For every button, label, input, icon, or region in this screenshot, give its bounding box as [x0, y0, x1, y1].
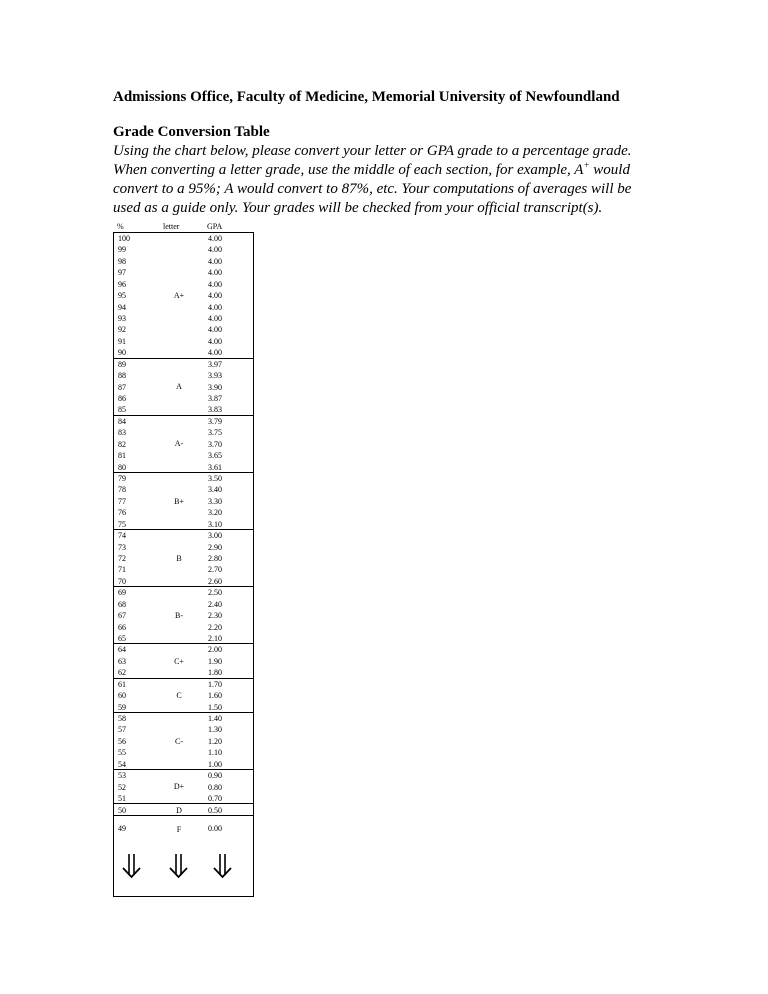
gpa-value: 3.10	[208, 519, 222, 529]
percent-value: 89	[118, 359, 126, 369]
gpa-value: 2.00	[208, 645, 222, 655]
percent-value: 86	[118, 394, 126, 403]
continuation-arrows	[114, 853, 253, 883]
percent-value: 87	[118, 382, 126, 392]
percent-value: 85	[118, 405, 126, 415]
letter-grade: D+	[173, 782, 185, 792]
double-down-arrow-icon	[168, 853, 190, 879]
gpa-value: 2.10	[208, 634, 222, 644]
grade-conversion-table	[113, 232, 254, 897]
instructions-text-part2: would convert to a 95%; A would convert to 87%, etc. Your computations of averages will be used as a guide only. Your grades will be checked from your official transcript(s).	[113, 162, 632, 216]
gpa-value: 1.30	[208, 725, 222, 735]
gpa-value: 3.97	[208, 359, 222, 369]
percent-value: 80	[118, 462, 126, 472]
grade-group-B-minus	[114, 587, 253, 644]
grade-group-B	[114, 530, 253, 587]
gpa-value: 3.83	[208, 405, 222, 415]
page-title: Admissions Office, Faculty of Medicine, Memorial University of Newfoundland	[113, 89, 620, 105]
gpa-value: 2.40	[208, 599, 222, 609]
percent-value: 53	[118, 771, 126, 781]
gpa-value: 1.80	[208, 668, 222, 678]
gpa-value: 1.60	[208, 691, 222, 701]
gpa-value: 1.50	[208, 702, 222, 712]
letter-grade: C+	[174, 656, 184, 666]
gpa-value: 1.20	[208, 736, 222, 746]
percent-value: 50	[118, 805, 126, 815]
gpa-value: 1.70	[208, 679, 222, 689]
percent-value: 73	[118, 542, 126, 552]
gpa-value: 1.00	[208, 759, 222, 769]
gpa-value: 2.80	[208, 554, 222, 564]
letter-grade: C-	[175, 736, 183, 746]
percent-value: 49	[118, 823, 126, 833]
section-title: Grade Conversion Table	[113, 124, 270, 140]
gpa-value: 0.00	[208, 823, 222, 833]
gpa-value: 4.00	[208, 279, 222, 289]
grade-group-D-plus	[114, 770, 253, 804]
percent-value: 90	[118, 348, 126, 358]
gpa-value: 1.40	[208, 714, 222, 724]
percent-value: 96	[118, 279, 126, 289]
gpa-value: 3.20	[208, 508, 222, 518]
percent-value: 57	[118, 725, 126, 735]
letter-grade: A	[176, 382, 182, 392]
column-header-letter: letter	[163, 222, 180, 231]
instructions-paragraph	[113, 142, 653, 218]
percent-value: 93	[118, 314, 126, 323]
gpa-value: 3.00	[208, 531, 222, 541]
percent-value: 94	[118, 302, 126, 312]
percent-value: 72	[118, 554, 126, 564]
gpa-value: 2.50	[208, 588, 222, 598]
percent-value: 69	[118, 588, 126, 598]
percent-value: 60	[118, 691, 126, 701]
percent-value: 82	[118, 439, 126, 449]
double-down-arrow-icon	[212, 853, 234, 879]
percent-value: 58	[118, 714, 126, 724]
gpa-value: 4.00	[208, 325, 222, 335]
grade-group-C	[114, 679, 253, 713]
gpa-value: 3.70	[208, 439, 222, 449]
gpa-value: 4.00	[208, 268, 222, 278]
percent-value: 97	[118, 268, 126, 278]
gpa-value: 2.30	[208, 611, 222, 621]
letter-grade: C	[176, 690, 182, 700]
percent-value: 75	[118, 519, 126, 529]
instructions-text-part1: Using the chart below, please convert your letter or GPA grade to a percentage grade. When converting a letter grade, use the middle of each section, for example, A	[113, 143, 632, 178]
percent-value: 54	[118, 759, 126, 769]
percent-value: 74	[118, 531, 126, 541]
percent-value: 95	[118, 291, 126, 301]
percent-value: 71	[118, 565, 126, 575]
instructions-superscript: +	[583, 160, 590, 170]
gpa-value: 3.79	[208, 416, 222, 426]
gpa-value: 3.90	[208, 382, 222, 392]
gpa-value: 3.87	[208, 394, 222, 403]
gpa-value: 0.50	[208, 805, 222, 815]
gpa-value: 3.75	[208, 428, 222, 438]
gpa-value: 1.10	[208, 748, 222, 758]
percent-value: 76	[118, 508, 126, 518]
percent-value: 77	[118, 496, 126, 506]
gpa-value: 4.00	[208, 302, 222, 312]
gpa-value: 4.00	[208, 314, 222, 323]
gpa-value: 3.50	[208, 474, 222, 484]
percent-value: 88	[118, 371, 126, 381]
percent-value: 84	[118, 416, 126, 426]
gpa-value: 0.70	[208, 794, 222, 804]
column-header-gpa: GPA	[207, 222, 223, 231]
letter-grade: B	[176, 553, 182, 563]
gpa-value: 3.65	[208, 451, 222, 461]
gpa-value: 2.60	[208, 576, 222, 586]
gpa-value: 0.90	[208, 771, 222, 781]
percent-value: 66	[118, 622, 126, 632]
percent-value: 91	[118, 336, 126, 346]
gpa-value: 3.30	[208, 496, 222, 506]
letter-grade: B+	[174, 496, 184, 506]
gpa-value: 3.93	[208, 371, 222, 381]
gpa-value: 4.00	[208, 234, 222, 243]
percent-value: 61	[118, 679, 126, 689]
gpa-value: 4.00	[208, 336, 222, 346]
grade-group-A-plus	[114, 233, 253, 359]
gpa-value: 4.00	[208, 291, 222, 301]
grade-group-D	[114, 805, 253, 816]
gpa-value: 0.80	[208, 782, 222, 792]
percent-value: 51	[118, 794, 126, 804]
letter-grade: A-	[174, 439, 184, 449]
gpa-value: 4.00	[208, 245, 222, 255]
percent-value: 63	[118, 656, 126, 666]
percent-value: 92	[118, 325, 126, 335]
gpa-value: 3.40	[208, 485, 222, 495]
letter-grade: B-	[175, 610, 183, 620]
percent-value: 67	[118, 611, 126, 621]
letter-grade: D	[176, 806, 182, 816]
percent-value: 65	[118, 634, 126, 644]
percent-value: 62	[118, 668, 126, 678]
gpa-value: 2.20	[208, 622, 222, 632]
double-down-arrow-icon	[121, 853, 143, 879]
percent-value: 78	[118, 485, 126, 495]
percent-value: 81	[118, 451, 126, 461]
percent-value: 70	[118, 576, 126, 586]
letter-grade: F	[176, 824, 182, 834]
grade-group-B-plus	[114, 473, 253, 530]
percent-value: 98	[118, 256, 126, 266]
letter-grade: A+	[173, 290, 185, 300]
gpa-value: 4.00	[208, 348, 222, 358]
percent-value: 59	[118, 702, 126, 712]
gpa-value: 1.90	[208, 656, 222, 666]
gpa-value: 3.61	[208, 462, 222, 472]
percent-value: 64	[118, 645, 126, 655]
grade-group-C-minus	[114, 713, 253, 770]
grade-group-F	[114, 823, 253, 834]
gpa-value: 4.00	[208, 256, 222, 266]
grade-group-C-plus	[114, 644, 253, 678]
gpa-value: 2.90	[208, 542, 222, 552]
percent-value: 79	[118, 474, 126, 484]
percent-value: 99	[118, 245, 126, 255]
percent-value: 56	[118, 736, 126, 746]
percent-value: 55	[118, 748, 126, 758]
grade-group-A-minus	[114, 416, 253, 473]
percent-value: 68	[118, 599, 126, 609]
percent-value: 83	[118, 428, 126, 438]
grade-group-A	[114, 359, 253, 416]
percent-value: 52	[118, 782, 126, 792]
percent-value: 100	[118, 234, 130, 243]
column-header-percent: %	[117, 222, 124, 231]
gpa-value: 2.70	[208, 565, 222, 575]
